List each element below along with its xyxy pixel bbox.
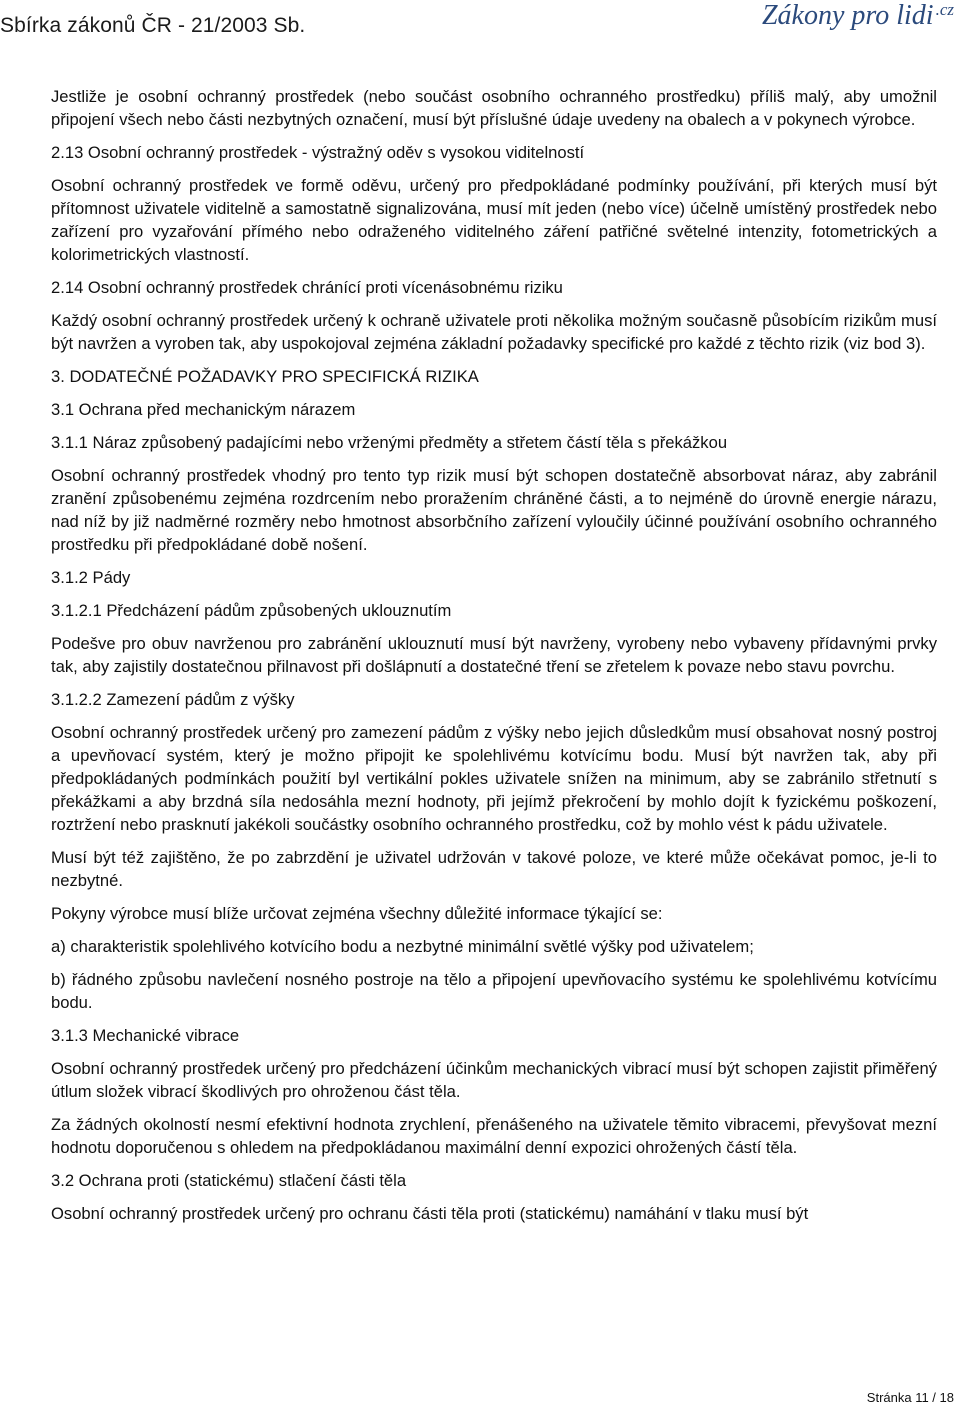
paragraph: Podešve pro obuv navrženou pro zabránění uklouznutí musí být navrženy, vyrobeny nebo vybaveny přídavnými prvky tak, aby zajistily dostatečnou přilnavost při došlápnutí a dostatečné tření se zřetelem k povaze nebo stavu povrchu. <box>51 634 937 676</box>
paragraph: Každý osobní ochranný prostředek určený k ochraně uživatele proti několika možným současně působícím rizikům musí být navržen a vyroben tak, aby uspokojoval zejména základní požadavky specifické pro každé z těchto rizik (viz bod 3). <box>51 311 937 353</box>
paragraph: Pokyny výrobce musí blíže určovat zejména všechny důležité informace týkající se: <box>51 904 663 923</box>
section-heading: 3.1.2.1 Předcházení pádům způsobených uklouznutím <box>51 601 452 620</box>
section-heading: 3.1.1 Náraz způsobený padajícími nebo vrženými předměty a střetem částí těla s překážkou <box>51 433 728 452</box>
section-heading: 3.1.3 Mechanické vibrace <box>51 1026 240 1045</box>
document-body <box>51 85 937 1235</box>
paragraph: Musí být též zajištěno, že po zabrzdění je uživatel udržován v takové poloze, ve které může očekávat pomoc, je-li to nezbytné. <box>51 848 937 890</box>
paragraph: Osobní ochranný prostředek určený pro předcházení účinkům mechanických vibrací musí být schopen zajistit přiměřený útlum složek vibrací škodlivých pro ohroženou část těla. <box>51 1059 937 1101</box>
site-logo-text: Zákony pro lidi <box>761 0 934 31</box>
section-heading: 3.2 Ochrana proti (statickému) stlačení části těla <box>51 1171 407 1190</box>
section-heading: 3.1.2.2 Zamezení pádům z výšky <box>51 690 295 709</box>
paragraph: Osobní ochranný prostředek určený pro zamezení pádům z výšky nebo jejich důsledkům musí obsahovat nosný postroj a upevňovací systém, který je možno připojit ke spolehlivému kotvícímu bodu. Musí být navržen tak, aby při předpokládaných podmínkách použití byl vertikální pokles uživatele snížen na minimum, aby se zabránilo střetnutí s překážkami a aby brzdná síla nedosáhla mezní hodnoty, při jejímž překročení by mohlo dojít k fyzickému poškození, roztržení nebo prasknutí jakékoli součástky osobního ochranného prostředku, což by mohlo vést k pádu uživatele. <box>51 723 937 834</box>
paragraph: Za žádných okolností nesmí efektivní hodnota zrychlení, přenášeného na uživatele těmito vibracemi, převyšovat mezní hodnotu doporučenou s ohledem na předpokládanou maximální denní expozici ohrožených částí těla. <box>51 1115 937 1157</box>
section-heading: 2.13 Osobní ochranný prostředek - výstražný oděv s vysokou viditelností <box>51 143 585 162</box>
paragraph: Osobní ochranný prostředek ve formě oděvu, určený pro předpokládané podmínky používání, při kterých musí být přítomnost uživatele viditelně a samostatně signalizována, musí mít jeden (nebo více) účelně umístěný prostředek nebo zařízení pro vyzařování přímého nebo odraženého viditelného záření patřičné světelné intenzity, fotometrických a kolorimetrických vlastností. <box>51 176 937 264</box>
section-heading: 3. DODATEČNÉ POŽADAVKY PRO SPECIFICKÁ RIZIKA <box>51 367 479 386</box>
paragraph: Jestliže je osobní ochranný prostředek (nebo součást osobního ochranného prostředku) příliš malý, aby umožnil připojení všech nebo části nezbytných označení, musí být příslušné údaje uvedeny na obalech a v pokynech výrobce. <box>51 87 937 129</box>
section-heading: 3.1 Ochrana před mechanickým nárazem <box>51 400 356 419</box>
document-title: Sbírka zákonů ČR - 21/2003 Sb. <box>0 14 306 37</box>
page-number: Stránka 11 / 18 <box>866 1390 954 1405</box>
page-header <box>0 0 960 44</box>
paragraph: Osobní ochranný prostředek určený pro ochranu části těla proti (statickému) namáhání v tlaku musí být <box>51 1204 809 1223</box>
section-heading: 3.1.2 Pády <box>51 568 131 587</box>
list-item: b) řádného způsobu navlečení nosného postroje na tělo a připojení upevňovacího systému ke spolehlivému kotvícímu bodu. <box>51 970 937 1012</box>
site-logo[interactable] <box>762 0 954 32</box>
section-heading: 2.14 Osobní ochranný prostředek chránící proti vícenásobnému riziku <box>51 278 563 297</box>
list-item: a) charakteristik spolehlivého kotvícího bodu a nezbytné minimální světlé výšky pod uživatelem; <box>51 937 754 956</box>
paragraph: Osobní ochranný prostředek vhodný pro tento typ rizik musí být schopen dostatečně absorbovat náraz, aby zabránil zranění způsobenému zejména rozdrcením nebo proražením chráněné části, a to nejméně do úrovně energie nárazu, nad níž by již nadměrné rozměry nebo hmotnost absorbčního zařízení vyloučily účinné používání osobního ochranného prostředku při předpokládané době nošení. <box>51 466 937 554</box>
site-logo-suffix: .cz <box>935 0 954 19</box>
